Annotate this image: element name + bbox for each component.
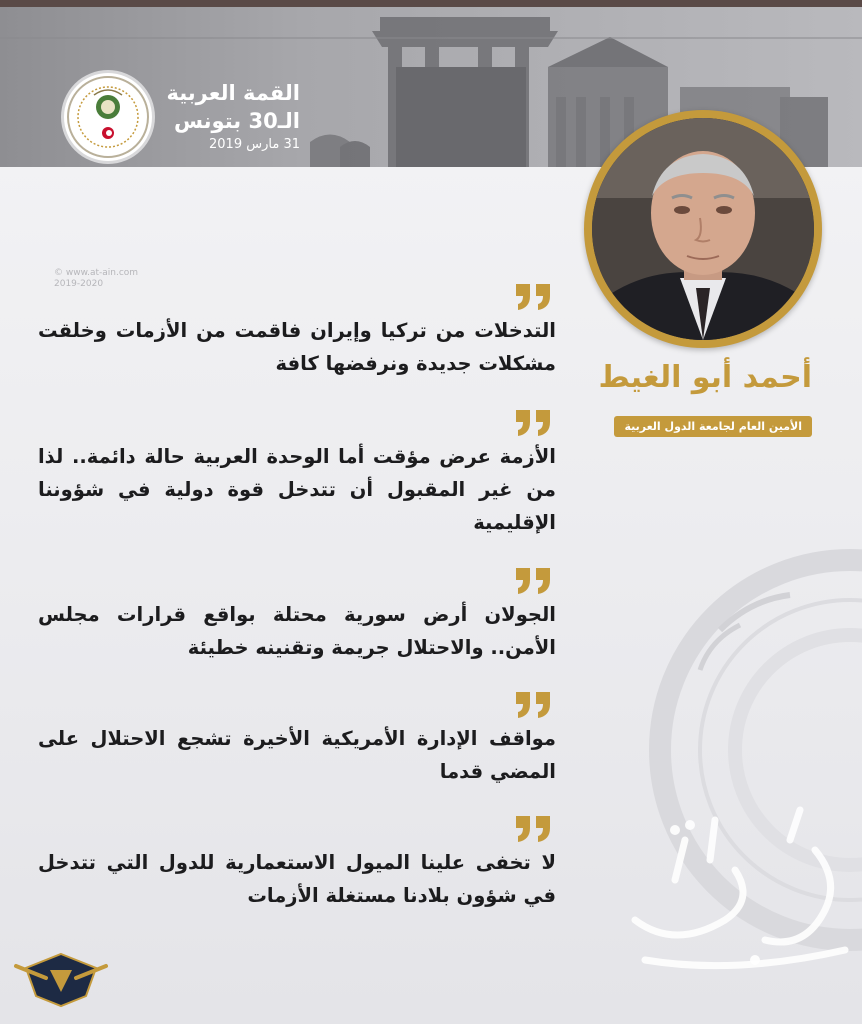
portrait-photo bbox=[592, 118, 814, 340]
summit-header-text bbox=[166, 79, 300, 152]
portrait-frame bbox=[584, 110, 822, 348]
quote-mark-icon bbox=[512, 814, 556, 844]
quote-text: الأزمة عرض مؤقت أما الوحدة العربية حالة دائمة.. لذا من غير المقبول أن تتدخل قوة دولية في شؤوننا الإقليمية bbox=[38, 445, 556, 534]
quote-1 bbox=[38, 282, 556, 380]
quote-text: الجولان أرض سورية محتلة بواقع قرارات مجلس الأمن.. والاحتلال جريمة وتقنينه خطيئة bbox=[38, 603, 556, 659]
summit-subtitle: الـ30 بتونس bbox=[173, 109, 300, 133]
person-name: أحمد أبو الغيط bbox=[598, 360, 812, 395]
watermark-url: © www.at-ain.com bbox=[54, 268, 139, 278]
quote-5 bbox=[38, 814, 556, 912]
person-role-badge: الأمين العام لجامعة الدول العربية bbox=[614, 416, 812, 437]
quote-3 bbox=[38, 566, 556, 664]
quote-mark-icon bbox=[512, 690, 556, 720]
quote-4 bbox=[38, 690, 556, 788]
quote-text: التدخلات من تركيا وإيران فاقمت من الأزمات وخلقت مشكلات جديدة ونرفضها كافة bbox=[38, 319, 556, 375]
quote-text: مواقف الإدارة الأمريكية الأخيرة تشجع الاحتلال على المضي قدما bbox=[38, 727, 556, 783]
quote-mark-icon bbox=[512, 408, 556, 438]
quote-mark-icon bbox=[512, 282, 556, 312]
quote-2 bbox=[38, 408, 556, 539]
tunisia-calligraphy-watermark bbox=[615, 800, 860, 980]
summit-date: 31 مارس 2019 bbox=[209, 137, 300, 152]
summit-title: القمة العربية bbox=[166, 81, 300, 105]
quote-text: لا تخفى علينا الميول الاستعمارية للدول التي تتدخل في شؤون بلادنا مستغلة الأزمات bbox=[38, 851, 556, 907]
quote-mark-icon bbox=[512, 566, 556, 596]
top-bar bbox=[0, 0, 862, 7]
arab-league-seal-icon bbox=[64, 73, 152, 161]
watermark-years: 2019-2020 bbox=[54, 279, 104, 289]
arab-defense-forum-logo bbox=[6, 948, 116, 1018]
